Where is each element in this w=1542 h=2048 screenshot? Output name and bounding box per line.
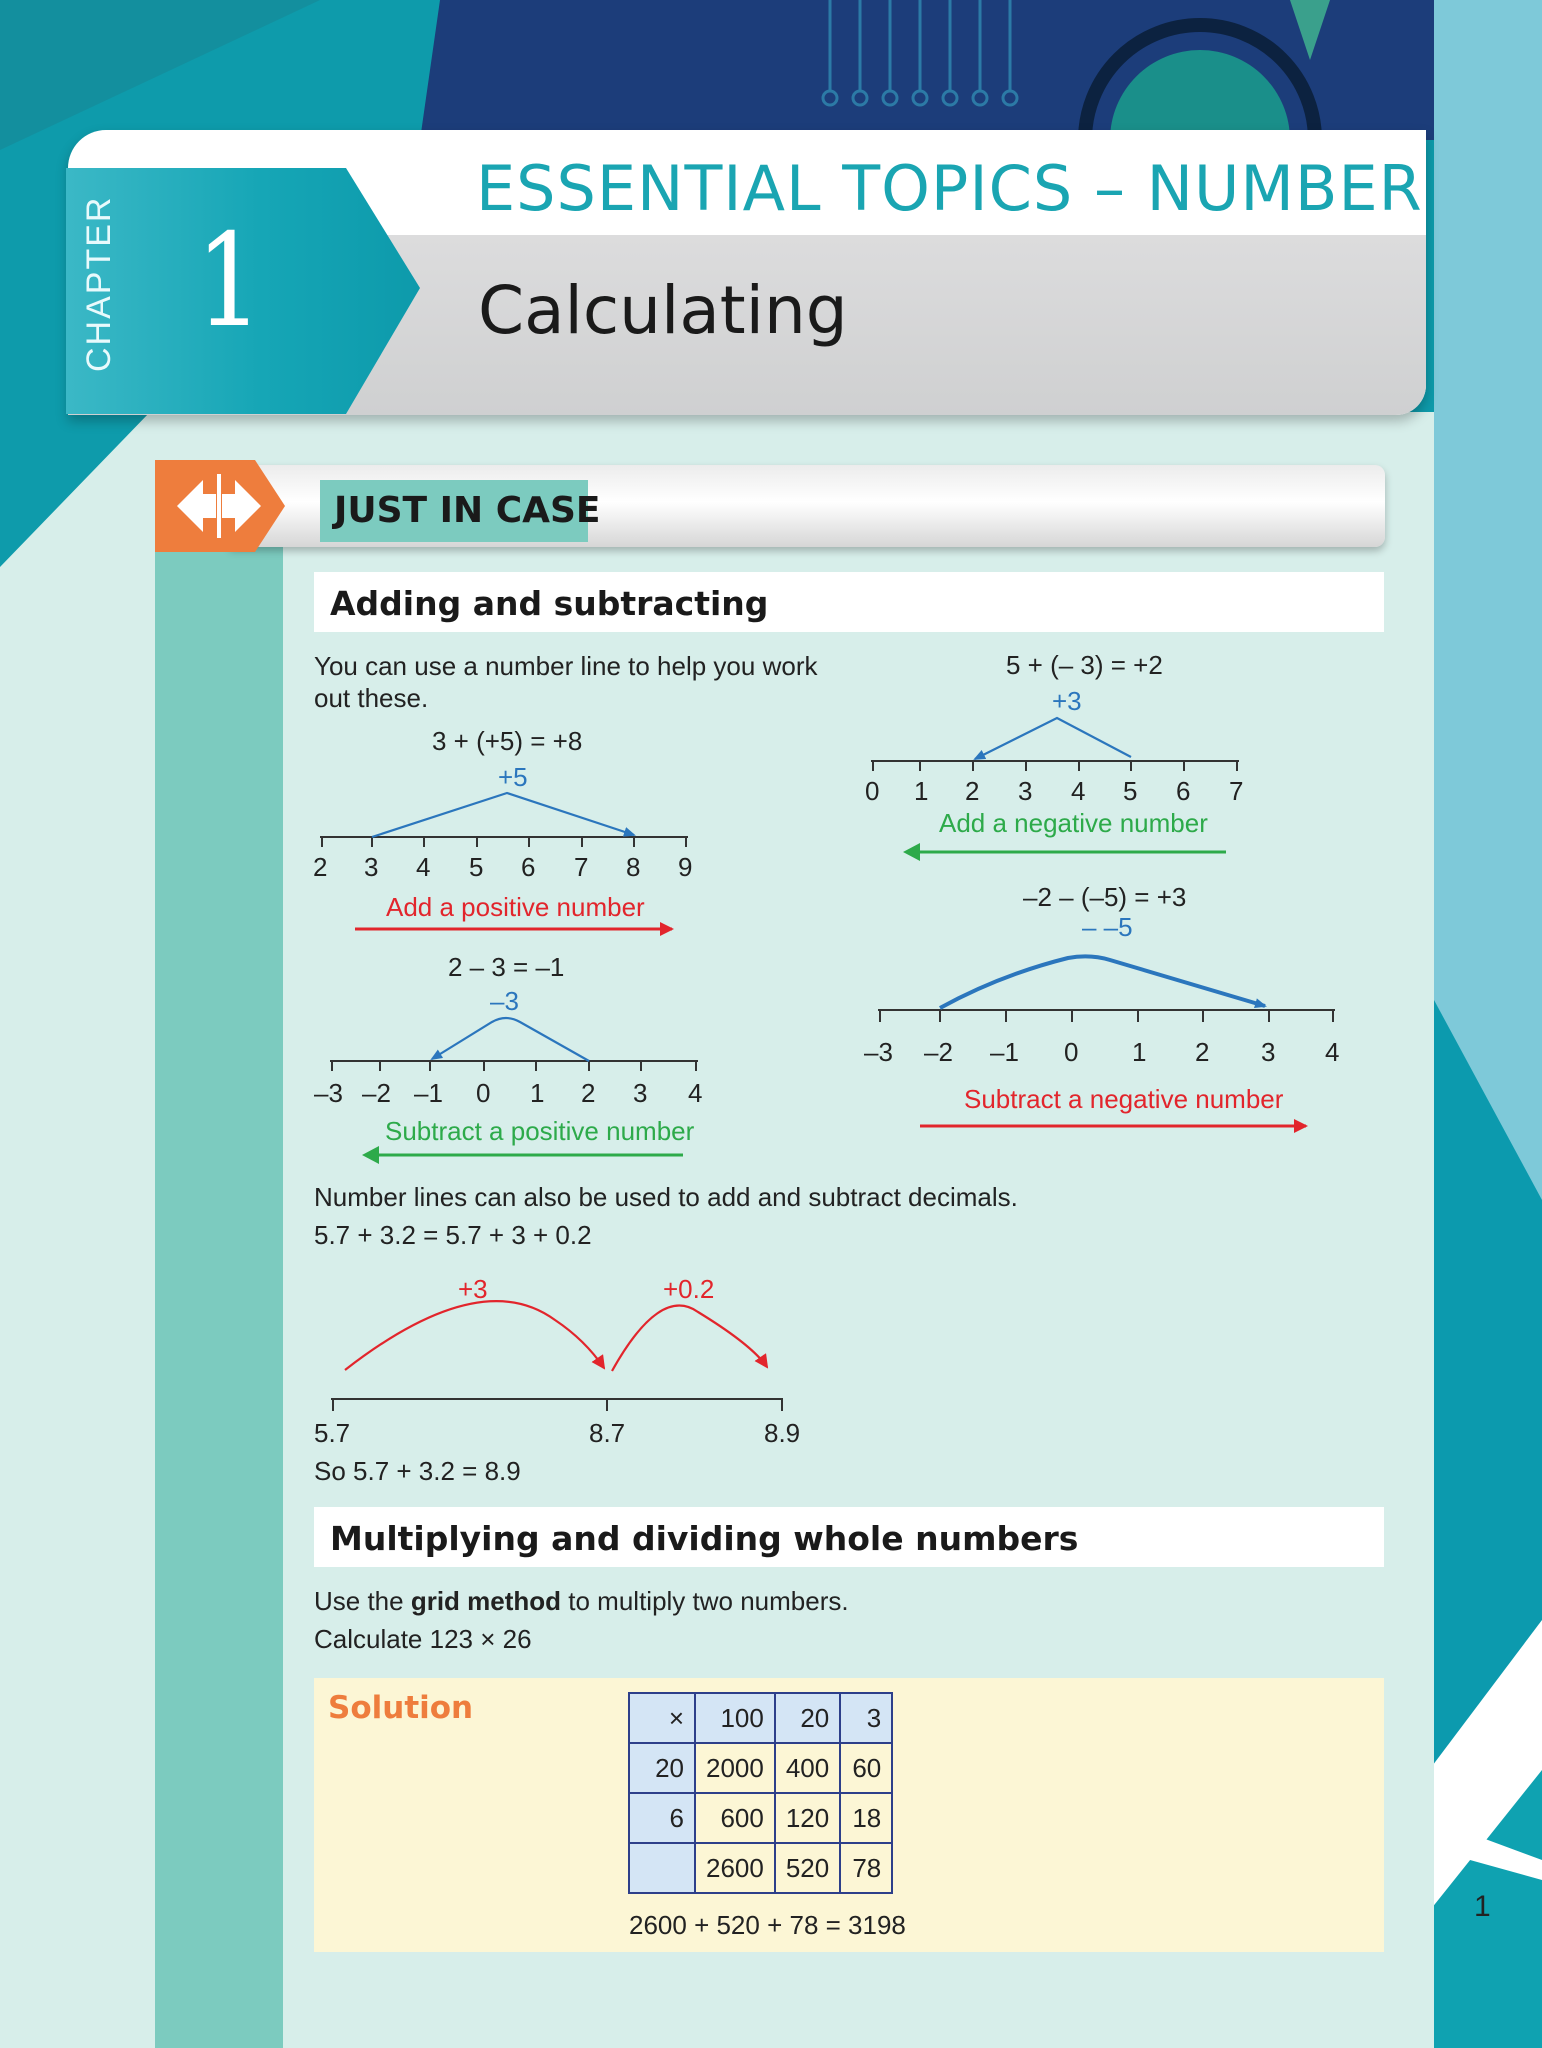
grid-cell: 2000 <box>695 1743 775 1793</box>
example2-jump: +3 <box>1052 686 1082 716</box>
example4-jump: – –5 <box>1082 912 1133 942</box>
adding-intro: You can use a number line to help you work out these. <box>314 651 818 713</box>
grid-row <box>629 1793 892 1843</box>
example3-tick-0: –3 <box>314 1078 343 1108</box>
example3-tick-2: –1 <box>414 1078 443 1108</box>
grid-cell <box>629 1843 695 1893</box>
grid-row <box>629 1843 892 1893</box>
example1-tick-3: 5 <box>469 852 484 882</box>
solution-label: Solution <box>328 1690 474 1726</box>
example2-tick-0: 0 <box>865 776 880 806</box>
example3-tick-3: 0 <box>476 1078 491 1108</box>
multiplying-task: Calculate 123 × 26 <box>314 1624 532 1654</box>
multiplying-heading: Multiplying and dividing whole numbers <box>330 1519 1079 1558</box>
example4-tick-0: –3 <box>864 1037 893 1067</box>
example2-tick-1: 1 <box>914 776 929 806</box>
grid-cell: 400 <box>775 1743 840 1793</box>
grid-cell: 2600 <box>695 1843 775 1893</box>
decimal-tick-2: 8.9 <box>764 1418 801 1448</box>
grid-cell: 20 <box>775 1693 840 1743</box>
example2-tick-3: 3 <box>1018 776 1033 806</box>
chapter-label: CHAPTER <box>80 195 118 372</box>
page-number: 1 <box>1474 1890 1491 1923</box>
grid-method-term: grid method <box>410 1586 562 1616</box>
decimal-tick-1: 8.7 <box>589 1418 626 1448</box>
grid-cell: 520 <box>775 1843 840 1893</box>
example1-jump: +5 <box>498 762 528 792</box>
example1-tick-5: 7 <box>574 852 589 882</box>
section-title: ESSENTIAL TOPICS – NUMBER <box>476 152 1423 225</box>
multiplication-grid <box>628 1692 893 1894</box>
example1-tick-6: 8 <box>626 852 641 882</box>
grid-cell: × <box>629 1693 695 1743</box>
example3-tick-6: 3 <box>633 1078 648 1108</box>
grid-cell: 60 <box>840 1743 892 1793</box>
grid-table <box>628 1692 893 1894</box>
example4-tick-4: 1 <box>1132 1037 1147 1067</box>
example1-tick-7: 9 <box>678 852 693 882</box>
grid-cell: 3 <box>840 1693 892 1743</box>
grid-total: 2600 + 520 + 78 = 3198 <box>629 1910 906 1940</box>
grid-cell: 6 <box>629 1793 695 1843</box>
example2-tick-6: 6 <box>1176 776 1191 806</box>
adding-heading: Adding and subtracting <box>330 584 769 623</box>
example3-tick-4: 1 <box>530 1078 545 1108</box>
example2-caption: Add a negative number <box>939 808 1208 838</box>
example2-tick-4: 4 <box>1071 776 1086 806</box>
example4-tick-5: 2 <box>1195 1037 1210 1067</box>
grid-cell: 120 <box>775 1793 840 1843</box>
grid-cell: 18 <box>840 1793 892 1843</box>
example1-tick-1: 3 <box>364 852 379 882</box>
example4-tick-1: –2 <box>924 1037 953 1067</box>
decimal-tick-0: 5.7 <box>314 1418 351 1448</box>
example2-tick-7: 7 <box>1229 776 1244 806</box>
grid-cell: 600 <box>695 1793 775 1843</box>
multiplying-intro-suffix: to multiply two numbers. <box>561 1586 849 1616</box>
decimals-equation: 5.7 + 3.2 = 5.7 + 3 + 0.2 <box>314 1220 592 1250</box>
example4-equation: –2 – (–5) = +3 <box>1023 882 1187 912</box>
chapter-title: Calculating <box>478 272 848 349</box>
decimal-diagram <box>331 1301 783 1411</box>
grid-row <box>629 1743 892 1793</box>
grid-cell: 20 <box>629 1743 695 1793</box>
example4-tick-3: 0 <box>1064 1037 1079 1067</box>
grid-row <box>629 1693 892 1743</box>
example1-tick-0: 2 <box>313 852 328 882</box>
example3-tick-1: –2 <box>362 1078 391 1108</box>
example4-tick-2: –1 <box>990 1037 1019 1067</box>
example3-caption: Subtract a positive number <box>385 1116 695 1146</box>
example2-tick-5: 5 <box>1123 776 1138 806</box>
example1-equation: 3 + (+5) = +8 <box>432 726 583 756</box>
example2-equation: 5 + (– 3) = +2 <box>1006 650 1163 680</box>
multiplying-intro <box>314 1586 849 1617</box>
example4-caption: Subtract a negative number <box>964 1084 1284 1114</box>
decimal-result: So 5.7 + 3.2 = 8.9 <box>314 1456 521 1486</box>
example1-tick-2: 4 <box>416 852 431 882</box>
example3-jump: –3 <box>490 986 519 1016</box>
example4-tick-7: 4 <box>1325 1037 1340 1067</box>
decimal-jump-1: +3 <box>458 1274 488 1304</box>
example4-tick-6: 3 <box>1261 1037 1276 1067</box>
grid-cell: 78 <box>840 1843 892 1893</box>
example2-tick-2: 2 <box>965 776 980 806</box>
example3-tick-7: 4 <box>688 1078 703 1108</box>
decimals-intro: Number lines can also be used to add and subtract decimals. <box>314 1182 1018 1212</box>
just-in-case-label: JUST IN CASE <box>334 490 601 531</box>
grid-cell: 100 <box>695 1693 775 1743</box>
multiplying-heading-box <box>314 1507 1384 1567</box>
example1-caption: Add a positive number <box>386 892 645 922</box>
multiplying-intro-prefix: Use the <box>314 1586 411 1616</box>
example3-tick-5: 2 <box>581 1078 596 1108</box>
decimal-jump-2: +0.2 <box>663 1274 715 1304</box>
example3-equation: 2 – 3 = –1 <box>448 952 565 982</box>
chapter-number: 1 <box>196 207 263 356</box>
example1-tick-4: 6 <box>521 852 536 882</box>
